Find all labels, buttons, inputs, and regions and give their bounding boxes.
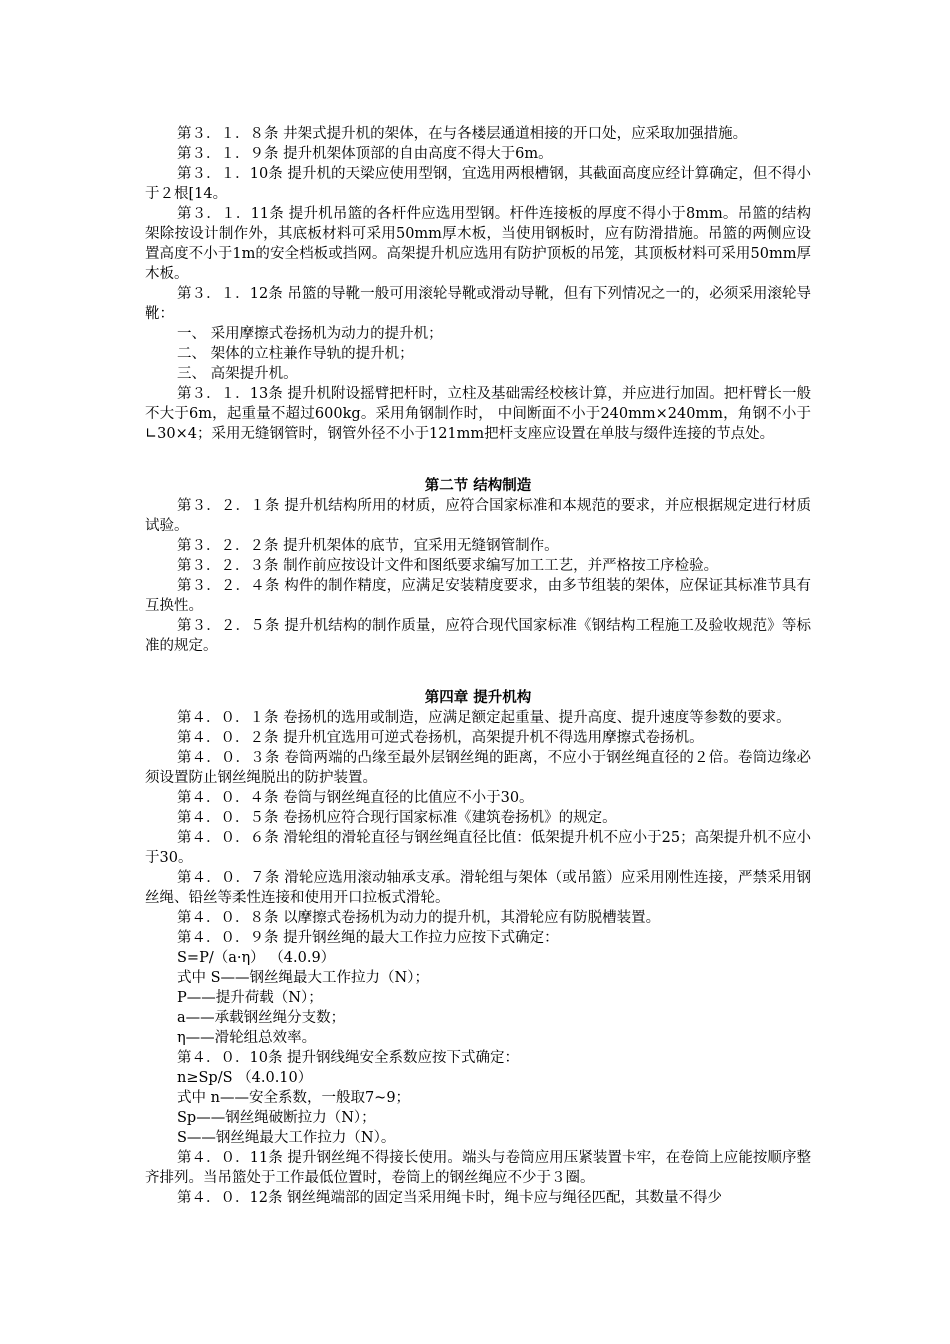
list-item-2: 二、 架体的立柱兼作导轨的提升机； (177, 346, 414, 362)
chapter-4-clauses (145, 708, 811, 1208)
formula-where-sp: Sp——钢丝绳破断拉力（N）； (177, 1110, 376, 1126)
formula-where-n: 式中 n——安全系数，一般取7~9； (177, 1090, 411, 1106)
formula-where-eta: η——滑轮组总效率。 (177, 1030, 317, 1046)
clause-4-0-4: 第４．０．４条 卷筒与钢丝绳直径的比值应不小于30。 (177, 790, 534, 806)
clause-3-2-4: 第３．２．４条 构件的制作精度，应满足安装精度要求，由多节组装的架体，应保证其标准节具有互换性。 (145, 578, 811, 614)
clause-3-1-8: 第３．１．８条 井架式提升机的架体，在与各楼层通道相接的开口处，应采取加强措施。 (177, 126, 748, 142)
formula-where-s: 式中 S——钢丝绳最大工作拉力（N）； (177, 970, 429, 986)
formula-where-p: P——提升荷载（N）； (177, 990, 323, 1006)
clause-3-2-2: 第３．２．２条 提升机架体的底节，宜采用无缝钢管制作。 (177, 538, 559, 554)
clause-4-0-11: 第４．０．11条 提升钢丝绳不得接长使用。端头与卷筒应用压紧装置卡牢，在卷筒上应能按顺序整齐排列。当吊篮处于工作最低位置时，卷筒上的钢丝绳应不少于３圈。 (145, 1150, 811, 1186)
formula-where-s2: S——钢丝绳最大工作拉力（N）。 (177, 1130, 396, 1146)
clause-3-1-11: 第３．１．11条 提升机吊篮的各杆件应选用型钢。杆件连接板的厚度不得小于8mm。吊篮的结构架除按设计制作外，其底板材料可采用50mm厚木板，当使用钢板时，应有防滑措施。吊篮的两侧应设置高度不小于1m的安全档板或挡网。高架提升机应选用有防护顶板的吊笼，其顶板材料可采用50mm厚木板。 (145, 206, 811, 282)
clause-3-2-5: 第３．２．５条 提升机结构的制作质量，应符合现代国家标准《钢结构工程施工及验收规范》等标准的规定。 (145, 618, 811, 654)
formula-4-0-10: n≥Sp/S （4.0.10） (177, 1070, 313, 1086)
clause-3-1-12: 第３．１．12条 吊篮的导靴一般可用滚轮导靴或滑动导靴，但有下列情况之一的，必须采用滚轮导靴： (145, 286, 811, 322)
clause-3-2-1: 第３．２．１条 提升机结构所用的材质，应符合国家标准和本规范的要求，并应根据规定进行材质试验。 (145, 498, 811, 534)
clause-4-0-3: 第４．０．３条 卷筒两端的凸缘至最外层钢丝绳的距离，不应小于钢丝绳直径的２倍。卷筒边缘必须设置防止钢丝绳脱出的防护装置。 (145, 750, 811, 786)
clause-3-1-9: 第３．１．９条 提升机架体顶部的自由高度不得大于6m。 (177, 146, 553, 162)
clause-4-0-6: 第４．０．６条 滑轮组的滑轮直径与钢丝绳直径比值：低架提升机不应小于25；高架提升机不应小于30。 (145, 830, 811, 866)
section-3-1-clauses (145, 124, 811, 444)
clause-4-0-2: 第４．０．２条 提升机宜选用可逆式卷扬机，高架提升机不得选用摩擦式卷扬机。 (177, 730, 704, 746)
clause-4-0-10: 第４．０．10条 提升钢线绳安全系数应按下式确定： (177, 1050, 520, 1066)
clause-3-2-3: 第３．２．３条 制作前应按设计文件和图纸要求编写加工工艺，并严格按工序检验。 (177, 558, 719, 574)
chapter-heading-hoisting-mechanism: 第四章 提升机构 (424, 689, 532, 706)
clause-4-0-1: 第４．０．１条 卷扬机的选用或制造，应满足额定起重量、提升高度、提升速度等参数的要求。 (177, 710, 791, 726)
document-page (145, 124, 811, 1208)
clause-4-0-5: 第４．０．５条 卷扬机应符合现行国家标准《建筑卷扬机》的规定。 (177, 810, 617, 826)
formula-4-0-9: S=P/（a·η） （4.0.9） (177, 950, 336, 966)
clause-3-1-10: 第３．１．10条 提升机的天梁应使用型钢，宜选用两根槽钢，其截面高度应经计算确定，但不得小于２根[14。 (145, 166, 811, 202)
clause-4-0-7: 第４．０．７条 滑轮应选用滚动轴承支承。滑轮组与架体（或吊篮）应采用刚性连接，严禁采用钢丝绳、铅丝等柔性连接和使用开口拉板式滑轮。 (145, 870, 811, 906)
clause-4-0-8: 第４．０．８条 以摩擦式卷扬机为动力的提升机，其滑轮应有防脱槽装置。 (177, 910, 661, 926)
clause-4-0-9: 第４．０．９条 提升钢丝绳的最大工作拉力应按下式确定： (177, 930, 559, 946)
section-heading-structure-manufacturing: 第二节 结构制造 (424, 477, 532, 494)
list-item-3: 三、 高架提升机。 (177, 366, 298, 382)
section-3-2-clauses (145, 496, 811, 656)
formula-where-a: a——承载钢丝绳分支数； (177, 1010, 346, 1026)
clause-3-1-13: 第３．１．13条 提升机附设摇臂把杆时，立柱及基础需经校核计算，并应进行加固。把杆臂长一般不大于6m，起重量不超过600kg。采用角钢制作时， 中间断面不小于240mm×240mm，角钢不小于∟30×4；采用无缝钢管时，钢管外径不小于121mm把杆支座应设置在单肢与缀件连接的节点处。 (145, 386, 811, 442)
clause-4-0-12: 第４．０．12条 钢丝绳端部的固定当采用绳卡时，绳卡应与绳径匹配，其数量不得少 (177, 1190, 723, 1206)
list-item-1: 一、 采用摩擦式卷扬机为动力的提升机； (177, 326, 443, 342)
